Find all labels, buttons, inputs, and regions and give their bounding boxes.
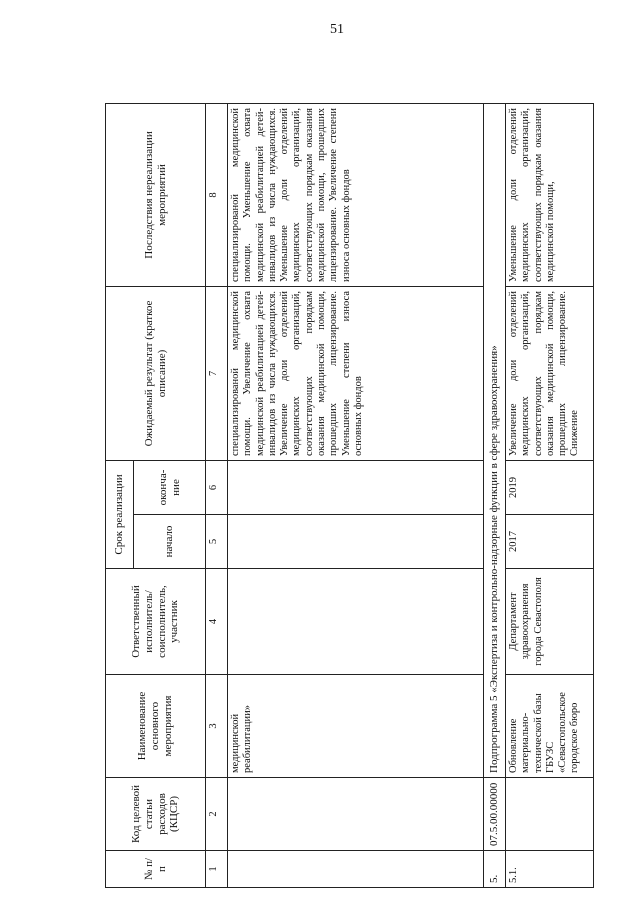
- continuation-measure-name: медицинской реабилитации»: [228, 675, 484, 778]
- continuation-end: [228, 460, 484, 514]
- continuation-expected-result: специализированой медицинской помощи. Увеличение охвата медицинской реабилитацией детей-инвалидов из числа нуждающихся. Увеличение доли отделений медицинских организаций, соответствующих порядкам оказания медицинской помощи, прошедших лицензирование. Уменьшение степени износа основных фондов: [228, 286, 484, 460]
- column-number-cell: 8: [206, 103, 228, 286]
- header-term-group: Срок реализации: [106, 460, 134, 568]
- header-consequences: Последствия нереализации мероприятий: [106, 103, 206, 286]
- continuation-start: [228, 515, 484, 569]
- column-number-cell: 6: [206, 460, 228, 514]
- row-5-1-measure-name-text: Обновление материально-технической базы ГБУЗС «Севастопольское городское бюро: [508, 692, 581, 773]
- header-expected-result: Ожидаемый результат (краткое описание): [106, 286, 206, 460]
- program-measures-table: [105, 103, 594, 888]
- row-5-1-consequences-text: Уменьшение доли отделений медицинских организаций, соответствующих порядкам оказания медицинской помощи,: [508, 107, 556, 282]
- continuation-num: [228, 851, 484, 888]
- header-end: оконча-ние: [134, 460, 206, 514]
- column-number-cell: 3: [206, 675, 228, 778]
- row-5-1-expected-result: [506, 286, 594, 460]
- row-5-1-num: 5.1.: [506, 851, 594, 888]
- subprogram-num: 5.: [484, 851, 506, 888]
- row-5-1-code: [506, 778, 594, 851]
- row-5-1-measure-name: [506, 675, 594, 778]
- header-kcsr: Код целевой статьи расходов (КЦСР): [106, 778, 206, 851]
- column-number-cell: 1: [206, 851, 228, 888]
- continuation-consequences: специализированой медицинской помощи. Уменьшение охвата медицинской реабилитацией детей-инвалидов из числа нуждающихся. Уменьшение доли отделений медицинских организаций, соответствующих порядкам оказания медицинской помощи, прошедших лицензирование. Увеличение степени износа основных фондов: [228, 103, 484, 286]
- row-5-1-end: 2019: [506, 460, 594, 514]
- column-number-cell: 5: [206, 515, 228, 569]
- row-5-1-consequences: [506, 103, 594, 286]
- row-5-1-start: 2017: [506, 515, 594, 569]
- continuation-responsible: [228, 569, 484, 675]
- header-num: № п/п: [106, 851, 206, 888]
- header-measure-name: Наименование основного мероприятия: [106, 675, 206, 778]
- subprogram-title: Подпрограмма 5 «Экспертиза и контрольно-надзорные функции в сфере здравоохранения»: [484, 103, 506, 777]
- subprogram-code: 07.5.00.00000: [484, 778, 506, 851]
- column-number-cell: 2: [206, 778, 228, 851]
- continuation-code: [228, 778, 484, 851]
- row-5-1-responsible: Департамент здравоохранения города Севастополя: [506, 569, 594, 675]
- rotated-page-content: [105, 104, 593, 888]
- column-number-cell: 7: [206, 286, 228, 460]
- page-number: 51: [330, 22, 344, 37]
- header-start: начало: [134, 515, 206, 569]
- header-responsible: Ответственный исполнитель/ соисполнитель, участник: [106, 569, 206, 675]
- row-5-1-expected-result-text: Увеличение доли отделений медицинских организаций, соответствующих порядкам оказания медицинской помощи, прошедших лицензирование. Снижение: [508, 290, 581, 456]
- column-number-cell: 4: [206, 569, 228, 675]
